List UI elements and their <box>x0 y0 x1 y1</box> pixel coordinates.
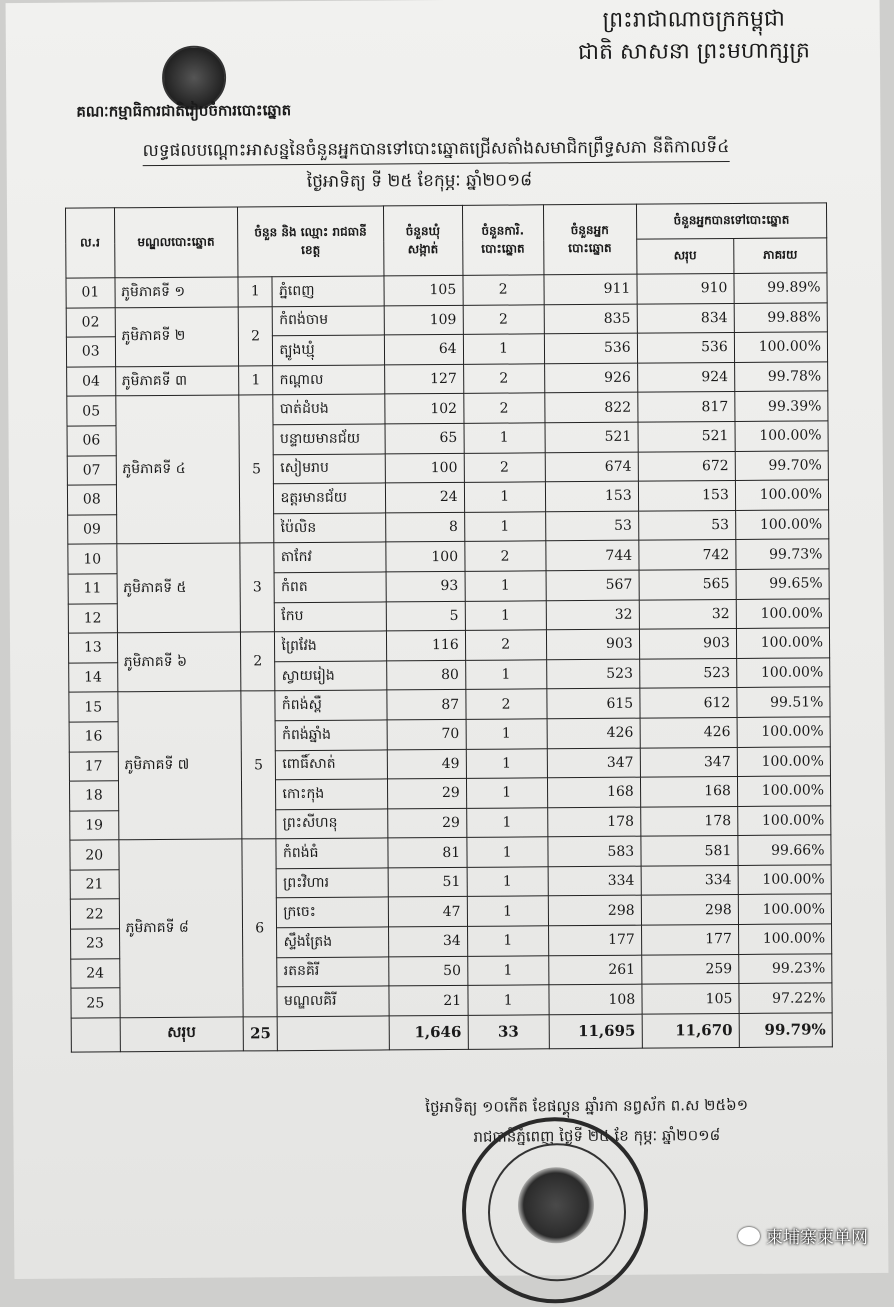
voted-percent: 100.00% <box>735 480 828 510</box>
registered-voters: 53 <box>545 511 638 541</box>
voted-percent: 99.51% <box>737 687 830 717</box>
province-name: កំពង់ស្ពឺ <box>275 690 387 720</box>
row-number: 23 <box>71 929 120 959</box>
document-subtitle: ថ្ងៃអាទិត្យ ទី ២៥ ខែកុម្ភៈ ឆ្នាំ២០១៨ <box>307 169 532 196</box>
registered-voters: 334 <box>548 866 641 896</box>
province-count: 3 <box>240 543 275 632</box>
communes-count: 65 <box>385 423 464 453</box>
province-name: ព្រះសីហនុ <box>276 809 388 839</box>
constituency-name: ភូមិភាគទី ៨ <box>118 839 243 1017</box>
voted-percent: 100.00% <box>736 598 829 628</box>
province-name: ក្រចេះ <box>277 897 389 927</box>
row-number: 08 <box>67 485 116 515</box>
registered-voters: 32 <box>546 600 639 630</box>
voted-total: 536 <box>637 333 734 363</box>
row-number: 05 <box>67 396 116 426</box>
province-name: ត្បូងឃ្មុំ <box>273 335 385 365</box>
province-name: ព្រះវិហារ <box>277 868 389 898</box>
voted-total: 903 <box>639 629 736 659</box>
voted-percent: 100.00% <box>734 332 827 362</box>
communes-count: 109 <box>384 305 463 335</box>
registered-voters: 178 <box>547 807 640 837</box>
committee-name: គណៈកម្មាធិការជាតិរៀបចំការបោះឆ្នោត <box>76 101 291 124</box>
constituency-name: ភូមិភាគទី ៥ <box>116 543 240 633</box>
province-name: កោះកុង <box>276 779 388 809</box>
communes-count: 100 <box>385 453 464 483</box>
province-name: កំពង់ចាម <box>273 306 385 336</box>
row-number: 21 <box>70 870 119 900</box>
communes-count: 29 <box>387 778 466 808</box>
voted-percent: 100.00% <box>736 658 829 688</box>
registered-voters: 298 <box>548 896 641 926</box>
stations-count: 2 <box>464 541 545 571</box>
stations-count: 1 <box>463 334 544 364</box>
communes-count: 105 <box>384 275 463 305</box>
province-name: ស្វាយរៀង <box>275 661 387 691</box>
province-name: ភ្នំពេញ <box>272 276 384 306</box>
constituency-name: ភូមិភាគទី ៦ <box>117 632 241 692</box>
col-percent: ភាគរយ <box>734 238 827 274</box>
province-name: តាកែវ <box>274 542 386 572</box>
totals-blank <box>71 1018 120 1052</box>
communes-count: 64 <box>384 335 463 365</box>
voted-total: 177 <box>641 925 738 955</box>
stations-count: 1 <box>467 955 548 985</box>
voted-percent: 99.88% <box>734 302 827 332</box>
col-registered: ចំនួនអ្នក បោះឆ្នោត <box>543 204 637 275</box>
row-number: 01 <box>66 278 115 308</box>
document-sheet <box>6 0 889 1279</box>
row-number: 18 <box>69 781 118 811</box>
voted-total: 672 <box>638 451 735 481</box>
registered-voters: 567 <box>546 570 639 600</box>
stations-count: 2 <box>463 275 544 305</box>
communes-count: 21 <box>389 986 468 1016</box>
registered-voters: 583 <box>548 836 641 866</box>
row-number: 04 <box>67 367 116 397</box>
results-body <box>66 273 832 1018</box>
row-number: 11 <box>68 574 117 604</box>
constituency-name: ភូមិភាគទី ៤ <box>115 395 239 544</box>
stations-count: 1 <box>466 807 547 837</box>
stations-count: 2 <box>463 364 544 394</box>
province-name: បាត់ដំបង <box>273 394 385 424</box>
row-number: 06 <box>67 426 116 456</box>
province-name: កណ្តាល <box>273 365 385 395</box>
stations-count: 1 <box>465 600 546 630</box>
voted-percent: 99.89% <box>734 273 827 303</box>
voted-total: 834 <box>637 303 734 333</box>
voted-total: 153 <box>638 481 735 511</box>
row-number: 25 <box>71 988 120 1018</box>
province-count: 2 <box>240 632 275 691</box>
totals-communes: 1,646 <box>389 1015 468 1050</box>
voted-percent: 99.23% <box>739 953 832 983</box>
stations-count: 1 <box>467 867 548 897</box>
registered-voters: 911 <box>544 274 637 304</box>
stations-count: 2 <box>465 630 546 660</box>
voted-total: 347 <box>640 747 737 777</box>
row-number: 22 <box>70 899 119 929</box>
registered-voters: 744 <box>545 541 638 571</box>
voted-total: 612 <box>640 688 737 718</box>
voted-total: 426 <box>640 717 737 747</box>
row-number: 16 <box>69 722 118 752</box>
registered-voters: 261 <box>548 955 641 985</box>
registered-voters: 926 <box>544 363 637 393</box>
province-name: កំពង់ឆ្នាំង <box>275 720 387 750</box>
constituency-name: ភូមិភាគទី ៣ <box>115 366 239 396</box>
registered-voters: 536 <box>544 333 637 363</box>
registered-voters: 822 <box>544 393 637 423</box>
voted-total: 581 <box>641 836 738 866</box>
province-count: 5 <box>241 691 276 839</box>
stations-count: 1 <box>464 482 545 512</box>
nec-logo-icon <box>162 46 226 110</box>
document-title: លទ្ធផលបណ្តោះអាសន្ននៃចំនួនអ្នកបានទៅបោះឆ្នោតជ្រើសតាំងសមាជិកព្រឹទ្ធសភា នីតិកាលទី៤ <box>143 136 730 166</box>
watermark <box>738 1223 868 1248</box>
province-name: កំពត <box>274 572 386 602</box>
communes-count: 80 <box>386 660 465 690</box>
voted-percent: 100.00% <box>737 717 830 747</box>
watermark-text: 柬埔寨柬单网 <box>766 1223 868 1248</box>
communes-count: 24 <box>385 483 464 513</box>
totals-label: សរុប <box>120 1017 244 1052</box>
voted-percent: 100.00% <box>738 865 831 895</box>
voted-percent: 100.00% <box>737 776 830 806</box>
registered-voters: 108 <box>549 984 642 1014</box>
col-total: សរុប <box>636 238 733 274</box>
voted-percent: 99.73% <box>736 539 829 569</box>
registered-voters: 177 <box>548 925 641 955</box>
province-name: ព្រៃវែង <box>275 631 387 661</box>
province-name: ប៉ៃលិន <box>274 513 386 543</box>
voted-total: 742 <box>639 540 736 570</box>
stations-count: 1 <box>467 926 548 956</box>
voted-percent: 99.70% <box>735 450 828 480</box>
province-name: រតនគិរី <box>277 957 389 987</box>
province-name: ស្ទឹងត្រែង <box>277 927 389 957</box>
registered-voters: 426 <box>547 718 640 748</box>
voted-total: 105 <box>642 984 739 1014</box>
voted-percent: 100.00% <box>738 924 831 954</box>
voted-total: 298 <box>641 895 738 925</box>
totals-percent: 99.79% <box>739 1013 832 1048</box>
registered-voters: 835 <box>544 304 637 334</box>
province-count: 6 <box>242 839 278 1017</box>
constituency-name: ភូមិភាគទី ៧ <box>117 691 241 840</box>
voted-percent: 100.00% <box>735 510 828 540</box>
constituency-name: ភូមិភាគទី ២ <box>115 307 239 367</box>
stations-count: 1 <box>465 660 546 690</box>
row-number: 20 <box>70 840 119 870</box>
registered-voters: 674 <box>545 452 638 482</box>
stations-count: 1 <box>464 423 545 453</box>
communes-count: 87 <box>387 690 466 720</box>
results-table <box>65 202 833 1052</box>
voted-percent: 100.00% <box>736 628 829 658</box>
stamp-emblem-icon <box>518 1167 595 1244</box>
stations-count: 2 <box>463 304 544 334</box>
communes-count: 29 <box>387 808 466 838</box>
voted-total: 53 <box>638 510 735 540</box>
province-name: បន្ទាយមានជ័យ <box>273 424 385 454</box>
province-name: ឧត្តរមានជ័យ <box>274 483 386 513</box>
communes-count: 70 <box>387 719 466 749</box>
stations-count: 1 <box>467 837 548 867</box>
col-constituency: មណ្ឌលបោះឆ្នោត <box>114 207 238 278</box>
constituency-name: ភូមិភាគទី ១ <box>115 277 239 307</box>
voted-total: 334 <box>641 865 738 895</box>
kingdom-motto <box>578 3 810 69</box>
voted-percent: 99.65% <box>736 569 829 599</box>
totals-province-blank <box>278 1016 390 1051</box>
row-number: 12 <box>68 603 117 633</box>
registered-voters: 153 <box>545 481 638 511</box>
communes-count: 127 <box>384 364 463 394</box>
totals-row <box>71 1013 832 1052</box>
footer-date-solar: រាជធានីភ្នំពេញ ថ្ងៃទី ២៥ ខែ កុម្ភៈ ឆ្នាំ២០១៨ <box>473 1126 720 1150</box>
communes-count: 47 <box>388 897 467 927</box>
row-number: 03 <box>66 337 115 367</box>
voted-percent: 99.39% <box>735 391 828 421</box>
col-province: ចំនួន និង ឈ្មោះ រាជធានី ខេត្ត <box>238 206 384 277</box>
voted-percent: 100.00% <box>735 421 828 451</box>
row-number: 17 <box>69 751 118 781</box>
voted-total: 168 <box>640 777 737 807</box>
stations-count: 1 <box>466 748 547 778</box>
communes-count: 34 <box>388 926 467 956</box>
voted-total: 178 <box>640 806 737 836</box>
registered-voters: 168 <box>547 777 640 807</box>
stations-count: 2 <box>463 393 544 423</box>
voted-total: 910 <box>637 273 734 303</box>
row-number: 13 <box>68 633 117 663</box>
communes-count: 102 <box>385 394 464 424</box>
col-communes: ចំនួនឃុំ សង្កាត់ <box>383 205 462 276</box>
stations-count: 1 <box>465 571 546 601</box>
province-name: សៀមរាប <box>274 453 386 483</box>
voted-total: 565 <box>639 569 736 599</box>
voted-percent: 99.78% <box>734 362 827 392</box>
footer-date-lunar: ថ្ងៃអាទិត្យ ១០កើត ខែផល្គុន ឆ្នាំរកា នព្វស័ក ព.ស ២៥៦១ <box>425 1096 748 1120</box>
row-number: 15 <box>69 692 118 722</box>
province-name: ពោធិ៍សាត់ <box>276 749 388 779</box>
row-number: 07 <box>67 455 116 485</box>
stations-count: 2 <box>466 689 547 719</box>
totals-stations: 33 <box>468 1015 549 1050</box>
row-number: 10 <box>68 544 117 574</box>
province-count: 5 <box>239 395 274 543</box>
stations-count: 1 <box>467 896 548 926</box>
stations-count: 1 <box>468 985 549 1015</box>
communes-count: 51 <box>388 867 467 897</box>
voted-percent: 97.22% <box>739 983 832 1013</box>
registered-voters: 615 <box>546 688 639 718</box>
registered-voters: 521 <box>545 422 638 452</box>
stations-count: 1 <box>464 512 545 542</box>
province-name: មណ្ឌលគិរី <box>277 986 389 1016</box>
voted-percent: 100.00% <box>738 894 831 924</box>
voted-total: 259 <box>641 954 738 984</box>
voted-total: 523 <box>639 658 736 688</box>
registered-voters: 903 <box>546 629 639 659</box>
province-count: 1 <box>238 277 273 307</box>
province-name: កែប <box>275 601 387 631</box>
province-name: កំពង់ធំ <box>276 838 388 868</box>
communes-count: 8 <box>385 512 464 542</box>
totals-registered: 11,695 <box>549 1014 642 1049</box>
voted-total: 817 <box>637 392 734 422</box>
voted-percent: 99.66% <box>738 835 831 865</box>
kingdom-line-1: ព្រះរាជាណាចក្រកម្ពុជា <box>578 3 810 37</box>
province-count: 2 <box>238 306 273 365</box>
registered-voters: 347 <box>547 748 640 778</box>
voted-percent: 100.00% <box>737 746 830 776</box>
col-stations: ចំនួនការិ. បោះឆ្នោត <box>462 205 543 276</box>
stations-count: 1 <box>466 778 547 808</box>
totals-count: 25 <box>243 1017 278 1051</box>
communes-count: 93 <box>386 571 465 601</box>
col-no: ល.រ <box>65 208 114 278</box>
province-count: 1 <box>239 365 274 395</box>
communes-count: 100 <box>386 542 465 572</box>
row-number: 19 <box>70 810 119 840</box>
row-number: 09 <box>68 515 117 545</box>
totals-voted: 11,670 <box>642 1013 739 1048</box>
communes-count: 81 <box>388 838 467 868</box>
communes-count: 5 <box>386 601 465 631</box>
row-number: 14 <box>69 663 118 693</box>
stations-count: 2 <box>464 452 545 482</box>
row-number: 24 <box>71 958 120 988</box>
stations-count: 1 <box>466 719 547 749</box>
row-number: 02 <box>66 307 115 337</box>
voted-total: 924 <box>637 362 734 392</box>
voted-percent: 100.00% <box>738 806 831 836</box>
communes-count: 49 <box>387 749 466 779</box>
communes-count: 50 <box>388 956 467 986</box>
communes-count: 116 <box>386 630 465 660</box>
registered-voters: 523 <box>546 659 639 689</box>
col-turnout-group: ចំនួនអ្នកបានទៅបោះឆ្នោត <box>636 203 827 239</box>
wechat-icon <box>738 1227 760 1245</box>
voted-total: 32 <box>639 599 736 629</box>
kingdom-line-2: ជាតិ សាសនា ព្រះមហាក្សត្រ <box>578 35 810 69</box>
voted-total: 521 <box>638 421 735 451</box>
